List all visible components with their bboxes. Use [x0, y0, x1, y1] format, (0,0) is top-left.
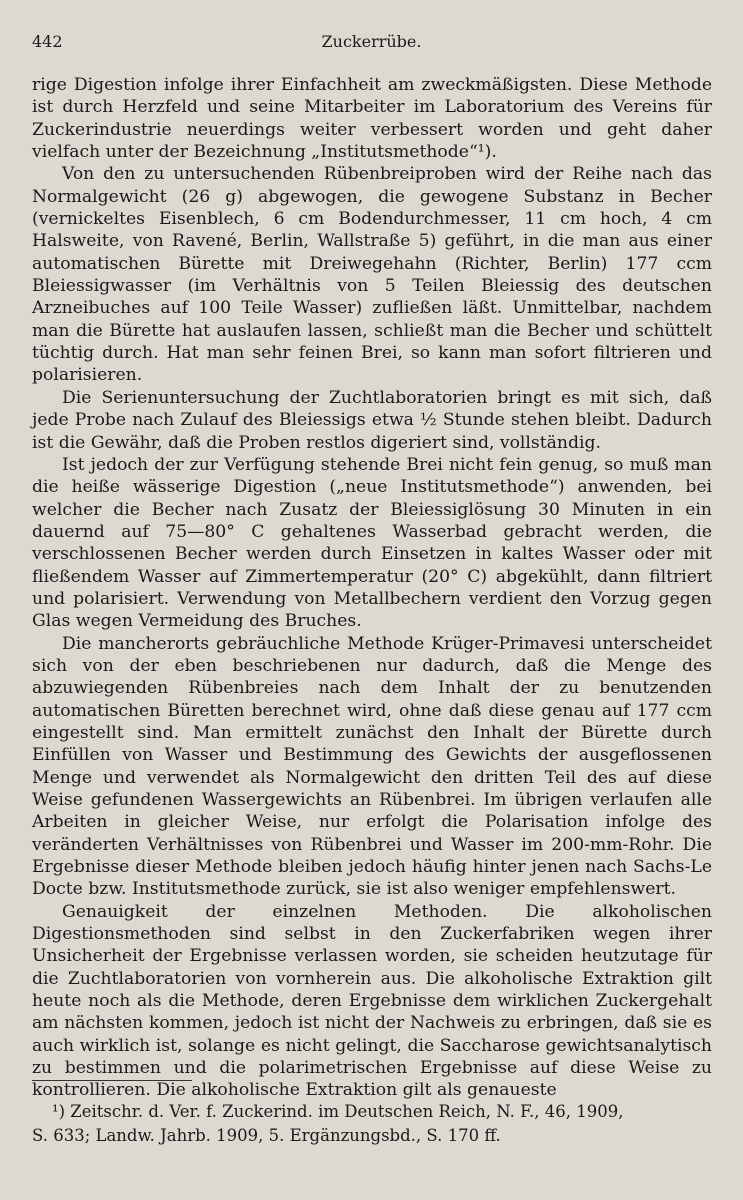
page-number: 442: [32, 32, 63, 51]
paragraph-6: Genauigkeit der einzelnen Methoden. Die alkoholischen Digestionsmethoden sind selbst in den Zuckerfabriken wegen ihrer Unsicherheit der Ergebnisse verlassen worden, sie scheiden heutzutage für die Zuchtlaboratorien von vornherein aus. Die alkoholische Extraktion gilt heute noch als die Methode, deren Ergebnisse dem wirklichen Zuckergehalt am nächsten kommen, jedoch ist nicht der Nachweis zu erbringen, daß sie es auch wirklich ist, solange es nicht gelingt, die Saccharose gewichtsanalytisch zu bestimmen und die polarimetrischen Ergebnisse auf diese Weise zu kontrollieren. Die alkoholische Extraktion gilt als genaueste: [32, 901, 712, 1101]
footnote-separator: [32, 1080, 192, 1081]
paragraph-1: rige Digestion infolge ihrer Einfachheit am zweckmäßigsten. Diese Methode ist durch Herzfeld und seine Mitarbeiter im Laboratorium des Vereins für Zuckerindustrie neuerdings weiter verbessert worden und geht daher vielfach unter der Bezeichnung „Institutsmethode“¹).: [32, 75, 712, 163]
running-head: Zuckerrübe.: [321, 32, 422, 51]
paragraph-2: Von den zu untersuchenden Rübenbreiproben wird der Reihe nach das Normalgewicht (26 g) abgewogen, die gewogene Substanz in Becher (vernickeltes Eisenblech, 6 cm Bodendurchmesser, 11 cm hoch, 4 cm Halsweite, von Ravené, Berlin, Wallstraße 5) geführt, in die man aus einer automatischen Bürette mit Dreiwegehahn (Richter, Berlin) 177 ccm Bleiessigwasser (im Verhältnis von 5 Teilen Bleiessig des deutschen Arzneibuches auf 100 Teile Wasser) zufließen läßt. Unmittelbar, nachdem man die Bürette hat auslaufen lassen, schließt man die Becher und schüttelt tüchtig durch. Hat man sehr feinen Brei, so kann man sofort filtrieren und polarisieren.: [32, 164, 712, 386]
footnote-line-1: ¹) Zeitschr. d. Ver. f. Zuckerind. im Deutschen Reich, N. F., 46, 1909,: [52, 1102, 624, 1121]
page-header: [32, 32, 711, 58]
main-text: [32, 74, 712, 1102]
paragraph-5: Die mancherorts gebräuchliche Methode Krüger-Primavesi unterscheidet sich von der eben beschriebenen nur dadurch, daß die Menge des abzuwiegenden Rübenbreies nach dem Inhalt der zu benutzenden automatischen Büretten berechnet wird, ohne daß diese genau auf 177 ccm eingestellt sind. Man ermittelt zunächst den Inhalt der Bürette durch Einfüllen von Wasser und Bestimmung des Gewichts der ausgeflossenen Menge und verwendet als Normalgewicht den dritten Teil des auf diese Weise gefundenen Wassergewichts an Rübenbrei. Im übrigen verlaufen alle Arbeiten in gleicher Weise, nur erfolgt die Polarisation infolge des veränderten Verhältnisses von Rübenbrei und Wasser im 200-mm-Rohr. Die Ergebnisse dieser Methode bleiben jedoch häufig hinter jenen nach Sachs-Le Docte bzw. Institutsmethode zurück, sie ist also weniger empfehlenswert.: [32, 633, 712, 900]
paragraph-3: Die Serienuntersuchung der Zuchtlaboratorien bringt es mit sich, daß jede Probe nach Zulauf des Bleiessigs etwa ½ Stunde stehen bleibt. Dadurch ist die Gewähr, daß die Proben restlos digeriert sind, vollständig.: [32, 387, 712, 453]
paragraph-4: Ist jedoch der zur Verfügung stehende Brei nicht fein genug, so muß man die heiße wässerige Digestion („neue Institutsmethode“) anwenden, bei welcher die Becher nach Zusatz der Bleiessiglösung 30 Minuten in ein dauernd auf 75—80° C gehaltenes Wasserbad gebracht werden, die verschlossenen Becher werden durch Einsetzen in kaltes Wasser oder mit fließendem Wasser auf Zimmertemperatur (20° C) abgekühlt, dann filtriert und polarisiert. Verwendung von Metallbechern verdient den Vorzug gegen Glas wegen Vermeidung des Bruches.: [32, 454, 712, 632]
footnote: [32, 1100, 712, 1148]
footnote-line-2: S. 633; Landw. Jahrb. 1909, 5. Ergänzungsbd., S. 170 ff.: [32, 1126, 501, 1145]
